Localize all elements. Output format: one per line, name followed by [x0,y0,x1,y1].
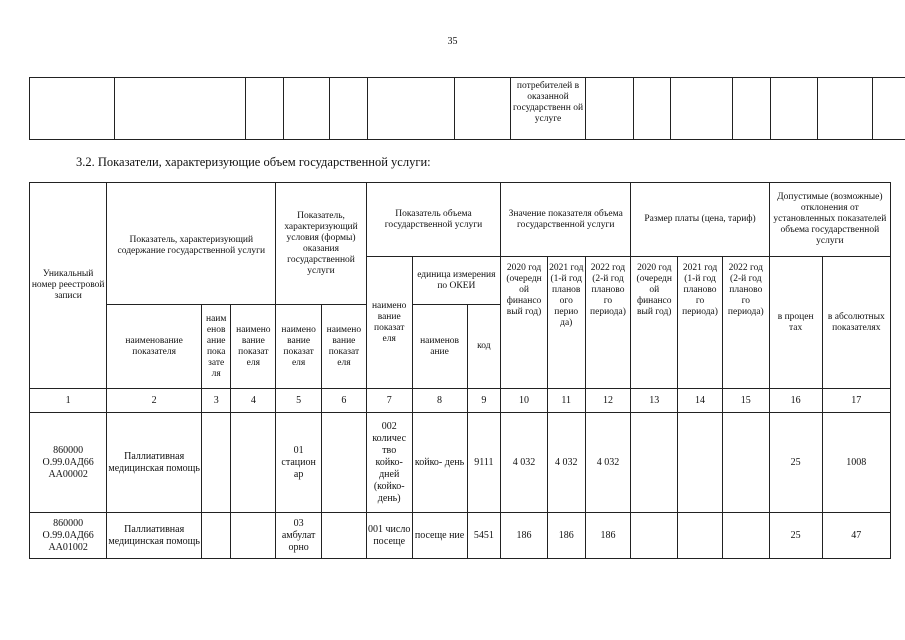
column-number: 9 [467,389,501,413]
table-row [30,513,891,559]
fragment-cell [284,78,330,140]
fragment-cell [455,78,511,140]
header-volume-indicator-name: наимено вание показат еля [366,257,412,389]
column-number: 3 [201,389,231,413]
column-number: 7 [366,389,412,413]
row-value-2021: 186 [547,513,585,559]
fragment-cell [115,78,246,140]
row-content: Паллиативная медицинская помощь [107,513,202,559]
row-content: Паллиативная медицинская помощь [107,413,202,513]
fragment-cell [368,78,455,140]
row-unit-name: койко- день [412,413,467,513]
header-value-2021: 2021 год (1-й год планов ого перио да) [547,257,585,389]
volume-indicators-table [29,182,891,559]
row-condition: 03 амбулат орно [276,513,322,559]
fragment-cell [246,78,284,140]
column-number: 12 [585,389,631,413]
header-value-2020: 2020 год (очередн ой финансо вый год) [501,257,548,389]
row-fee-2022 [722,513,769,559]
row-deviation-percent: 25 [769,413,822,513]
column-number: 16 [769,389,822,413]
fragment-text-cell: потребителей в оказанной государственн ой услуге [511,78,586,140]
header-fee-2022: 2022 год (2-й год планово го периода) [722,257,769,389]
header-indicator-name: наим енов ание пока зате ля [201,305,231,389]
section-heading: 3.2. Показатели, характеризующие объем государственной услуги: [76,155,431,169]
column-number: 4 [231,389,276,413]
header-condition-indicator: Показатель, характеризующий условия (формы) оказания государственной услуги [276,183,367,305]
row-value-2021: 4 032 [547,413,585,513]
column-number: 5 [276,389,322,413]
row-value-2020: 186 [501,513,548,559]
fragment-cell [30,78,115,140]
row-condition: 01 стацион ар [276,413,322,513]
row-deviation-absolute: 1008 [822,413,890,513]
fragment-cell [818,78,873,140]
column-number: 6 [322,389,367,413]
row-unique-number: 860000 О.99.0АД66 АА00002 [30,413,107,513]
column-number: 8 [412,389,467,413]
page-number: 35 [447,36,458,47]
fragment-cell [771,78,818,140]
header-indicator-name: наимено вание показат еля [231,305,276,389]
row-unit-code: 5451 [467,513,501,559]
header-volume-value: Значение показателя объема государственной услуги [501,183,631,257]
row-fee-2022 [722,413,769,513]
row-value-2020: 4 032 [501,413,548,513]
row-fee-2020 [631,513,678,559]
fragment-cell [671,78,733,140]
row-fee-2020 [631,413,678,513]
header-indicator-name: наименование показателя [107,305,202,389]
row-indicator: 001 число посеще [366,513,412,559]
column-number: 17 [822,389,890,413]
fragment-cell [330,78,368,140]
fragment-cell [873,78,905,140]
row-fee-2021 [678,413,723,513]
header-unit-code: код [467,305,501,389]
row-unit-name: посеще ние [412,513,467,559]
column-number: 1 [30,389,107,413]
column-number: 15 [722,389,769,413]
header-deviations: Допустимые (возможные) отклонения от установленных показателей объема государственной услуги [769,183,890,257]
row-fee-2021 [678,513,723,559]
header-content-indicator: Показатель, характеризующий содержание государственной услуги [107,183,276,305]
row-unit-code: 9111 [467,413,501,513]
header-fee-size: Размер платы (цена, тариф) [631,183,769,257]
header-unit-name: наименов ание [412,305,467,389]
row-unique-number: 860000 О.99.0АД66 АА01002 [30,513,107,559]
column-number: 14 [678,389,723,413]
header-value-2022: 2022 год (2-й год планово го периода) [585,257,631,389]
header-fee-2020: 2020 год (очередн ой финансо вый год) [631,257,678,389]
row-condition-2 [322,413,367,513]
row-value-2022: 4 032 [585,413,631,513]
header-in-absolute: в абсолютных показателях [822,257,890,389]
row-content-2 [201,413,231,513]
column-number: 10 [501,389,548,413]
header-in-percent: в процен тах [769,257,822,389]
row-deviation-absolute: 47 [822,513,890,559]
fragment-cell [634,78,671,140]
column-number: 11 [547,389,585,413]
header-volume-indicator: Показатель объема государственной услуги [366,183,500,257]
header-indicator-name: наимено вание показат еля [276,305,322,389]
header-indicator-name: наимено вание показат еля [322,305,367,389]
row-content-3 [231,513,276,559]
header-unit-okei: единица измерения по ОКЕИ [412,257,501,305]
table-row [30,413,891,513]
fragment-cell [733,78,771,140]
previous-table-fragment [29,77,905,140]
row-condition-2 [322,513,367,559]
fragment-cell [586,78,634,140]
row-value-2022: 186 [585,513,631,559]
header-unique-number: Уникальный номер реестровой записи [30,183,107,389]
row-content-3 [231,413,276,513]
row-indicator: 002 количес тво койко- дней (койко- день) [366,413,412,513]
header-fee-2021: 2021 год (1-й год планово го периода) [678,257,723,389]
row-content-2 [201,513,231,559]
column-number: 2 [107,389,202,413]
row-deviation-percent: 25 [769,513,822,559]
column-number: 13 [631,389,678,413]
